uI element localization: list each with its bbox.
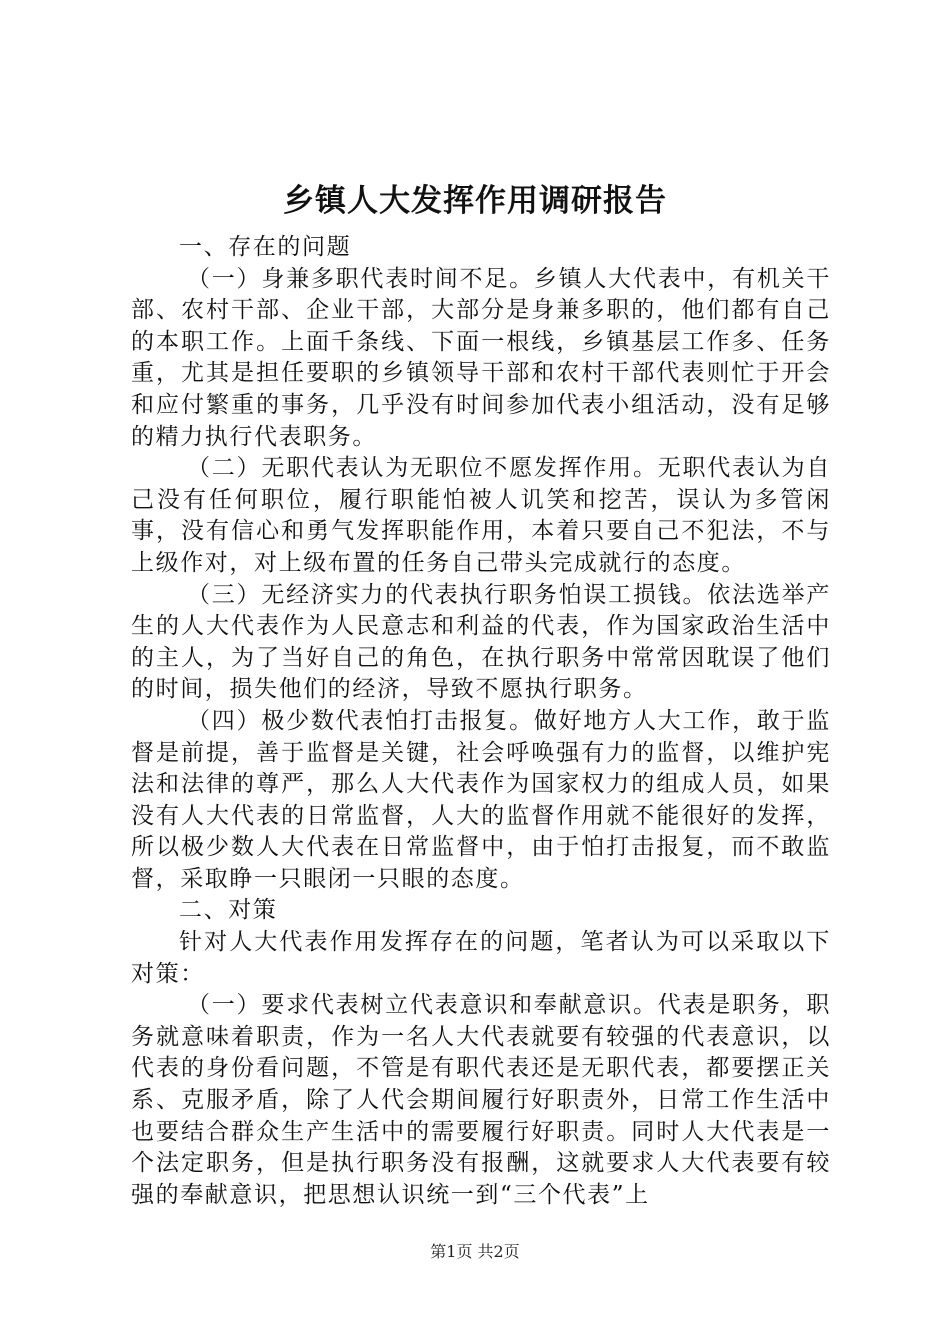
document-title: 乡镇人大发挥作用调研报告 [283, 183, 667, 219]
paragraph-problem-3: （三）无经济实力的代表执行职务怕误工损钱。依法选举产生的人大代表作为人民意志和利益的代表，作为国家政治生活中的主人，为了当好自己的角色，在执行职务中常常因耽误了他们的时间，损失他们的经济，导致不愿执行职务。 [131, 581, 831, 703]
paragraph-countermeasure-1: （一）要求代表树立代表意识和奉献意识。代表是职务，职务就意味着职责，作为一名人大代表就要有较强的代表意识，以代表的身份看问题，不管是有职代表还是无职代表，都要摆正关系、克服矛盾，除了人代会期间履行好职责外，日常工作生活中也要结合群众生产生活中的需要履行好职责。同时人大代表是一个法定职务，但是执行职务没有报酬，这就要求人大代表要有较强的奉献意识，把思想认识统一到“三个代表”上 [131, 992, 831, 1208]
paragraph-problem-4: （四）极少数代表怕打击报复。做好地方人大工作，敢于监督是前提，善于监督是关键，社会呼唤强有力的监督，以维护宪法和法律的尊严，那么人大代表作为国家权力的组成人员，如果没有人大代表的日常监督，人大的监督作用就不能很好的发挥，所以极少数人大代表在日常监督中，由于怕打击报复，而不敢监督，采取睁一只眼闭一只眼的态度。 [131, 707, 831, 892]
section-heading-problems: 一、存在的问题 [179, 234, 352, 260]
page-footer: 第1页 共2页 [430, 1242, 520, 1261]
paragraph-problem-1: （一）身兼多职代表时间不足。乡镇人大代表中，有机关干部、农村干部、企业干部，大部分是身兼多职的，他们都有自己的本职工作。上面千条线、下面一根线，乡镇基层工作多、任务重，尤其是担任要职的乡镇领导干部和农村干部代表则忙于开会和应付繁重的事务，几乎没有时间参加代表小组活动，没有足够的精力执行代表职务。 [131, 265, 831, 450]
document-body [131, 232, 831, 1211]
section-heading-countermeasures: 二、对策 [179, 897, 278, 924]
paragraph-countermeasures-intro: 针对人大代表作用发挥存在的问题，笔者认为可以采取以下对策： [131, 929, 831, 987]
paragraph-problem-2: （二）无职代表认为无职位不愿发挥作用。无职代表认为自己没有任何职位，履行职能怕被人讥笑和挖苦，误认为多管闲事，没有信心和勇气发挥职能作用，本着只要自己不犯法，不与上级作对，对上级布置的任务自己带头完成就行的态度。 [131, 455, 831, 576]
